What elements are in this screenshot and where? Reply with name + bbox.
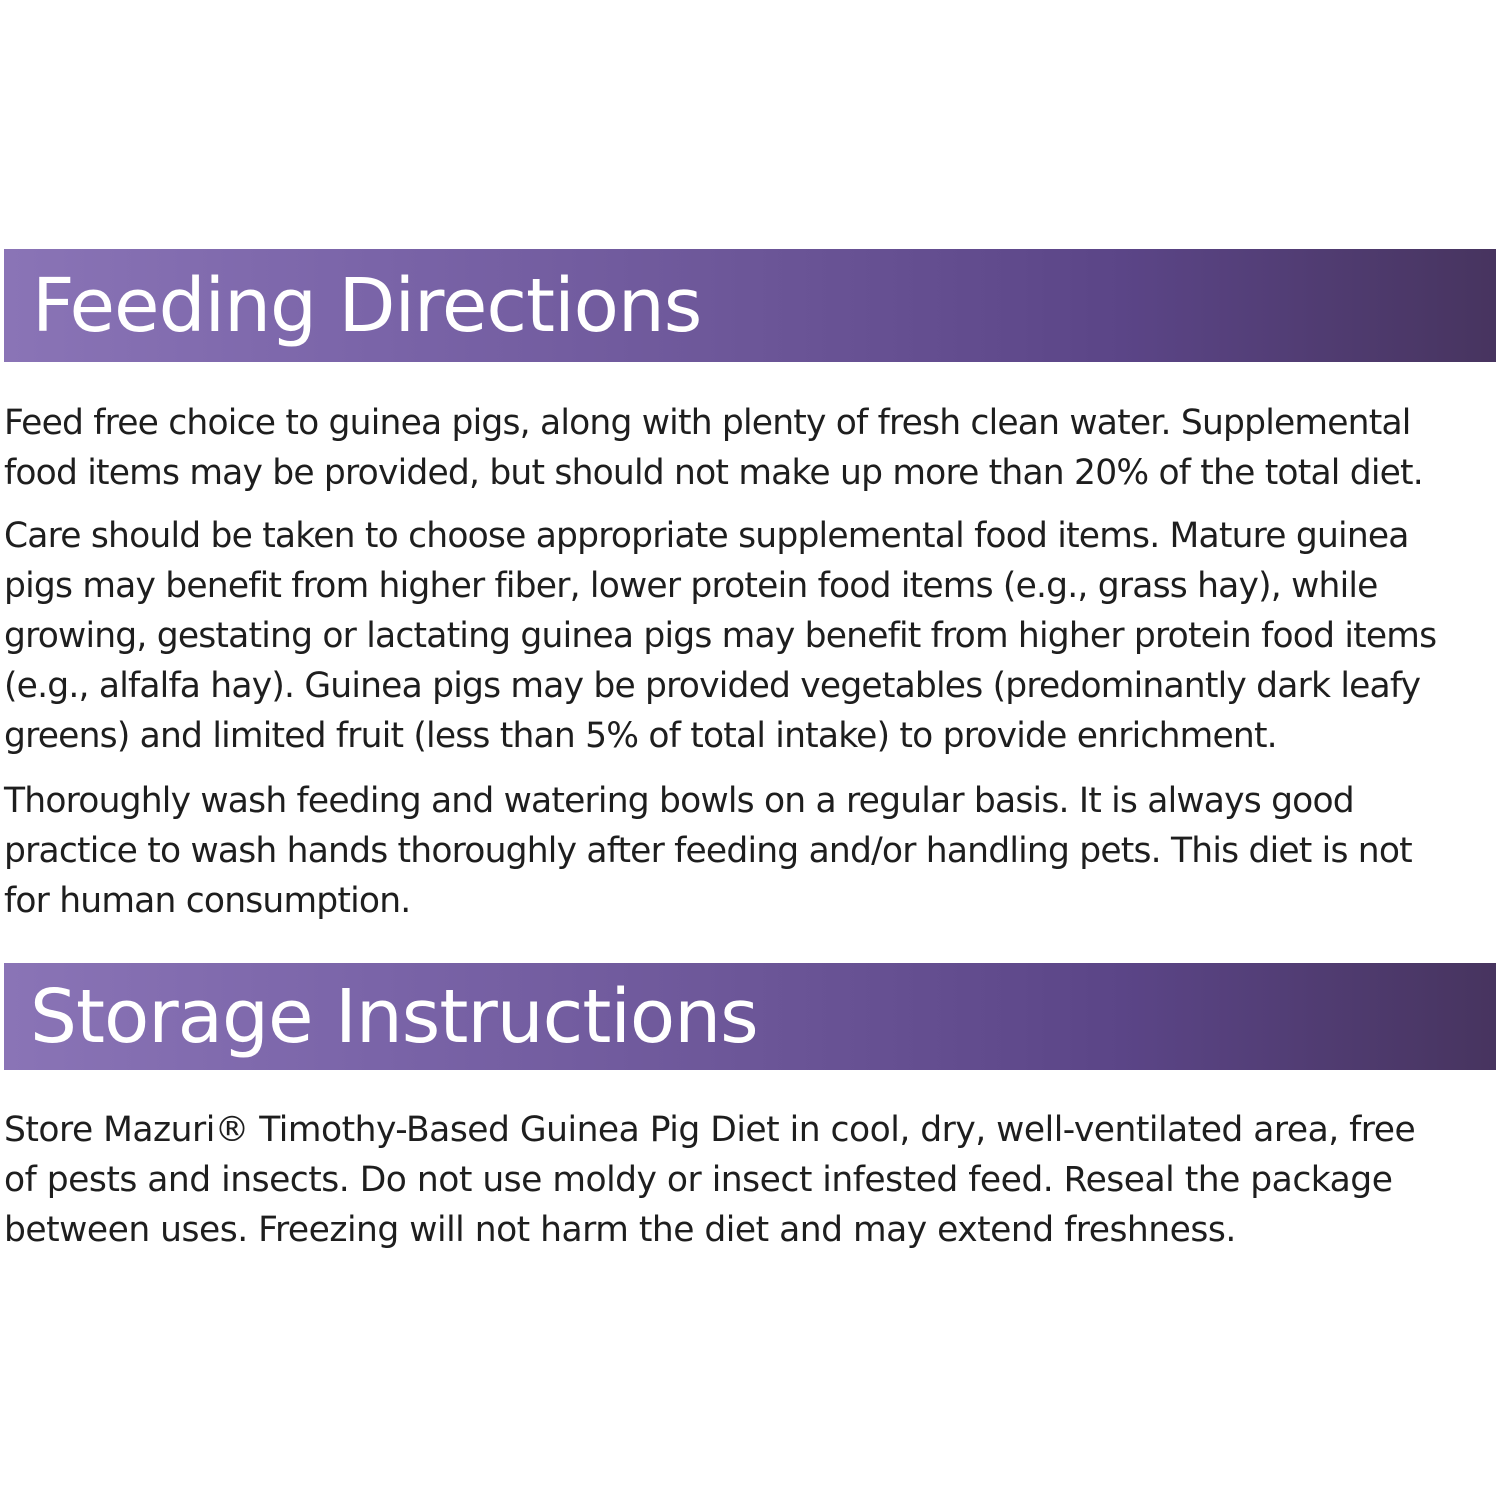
text-line: practice to wash hands thoroughly after feeding and/or handling pets. This diet is not <box>4 831 1412 871</box>
feeding-paragraph-3 <box>4 776 1484 926</box>
text-line: greens) and limited fruit (less than 5% of total intake) to provide enrichment. <box>4 716 1277 756</box>
storage-instructions-banner <box>4 963 1496 1070</box>
feeding-paragraph-1 <box>4 398 1484 498</box>
text-line: Store Mazuri® Timothy-Based Guinea Pig Diet in cool, dry, well-ventilated area, free <box>4 1110 1416 1150</box>
text-line: (e.g., alfalfa hay). Guinea pigs may be provided vegetables (predominantly dark leafy <box>4 666 1421 706</box>
feeding-directions-banner <box>4 249 1496 362</box>
text-line: for human consumption. <box>4 881 411 921</box>
text-line: of pests and insects. Do not use moldy or insect infested feed. Reseal the package <box>4 1160 1393 1200</box>
storage-paragraph <box>4 1105 1484 1255</box>
storage-instructions-heading: Storage Instructions <box>30 973 758 1060</box>
text-line: pigs may benefit from higher fiber, lower protein food items (e.g., grass hay), while <box>4 566 1378 606</box>
text-line: Care should be taken to choose appropriate supplemental food items. Mature guinea <box>4 516 1409 556</box>
text-line: food items may be provided, but should not make up more than 20% of the total diet. <box>4 453 1423 493</box>
feeding-directions-heading: Feeding Directions <box>32 262 702 349</box>
text-line: Feed free choice to guinea pigs, along with plenty of fresh clean water. Supplemental <box>4 403 1411 443</box>
text-line: Thoroughly wash feeding and watering bowls on a regular basis. It is always good <box>4 781 1354 821</box>
text-line: between uses. Freezing will not harm the diet and may extend freshness. <box>4 1210 1236 1250</box>
feeding-paragraph-2 <box>4 511 1484 761</box>
text-line: growing, gestating or lactating guinea pigs may benefit from higher protein food items <box>4 616 1437 656</box>
